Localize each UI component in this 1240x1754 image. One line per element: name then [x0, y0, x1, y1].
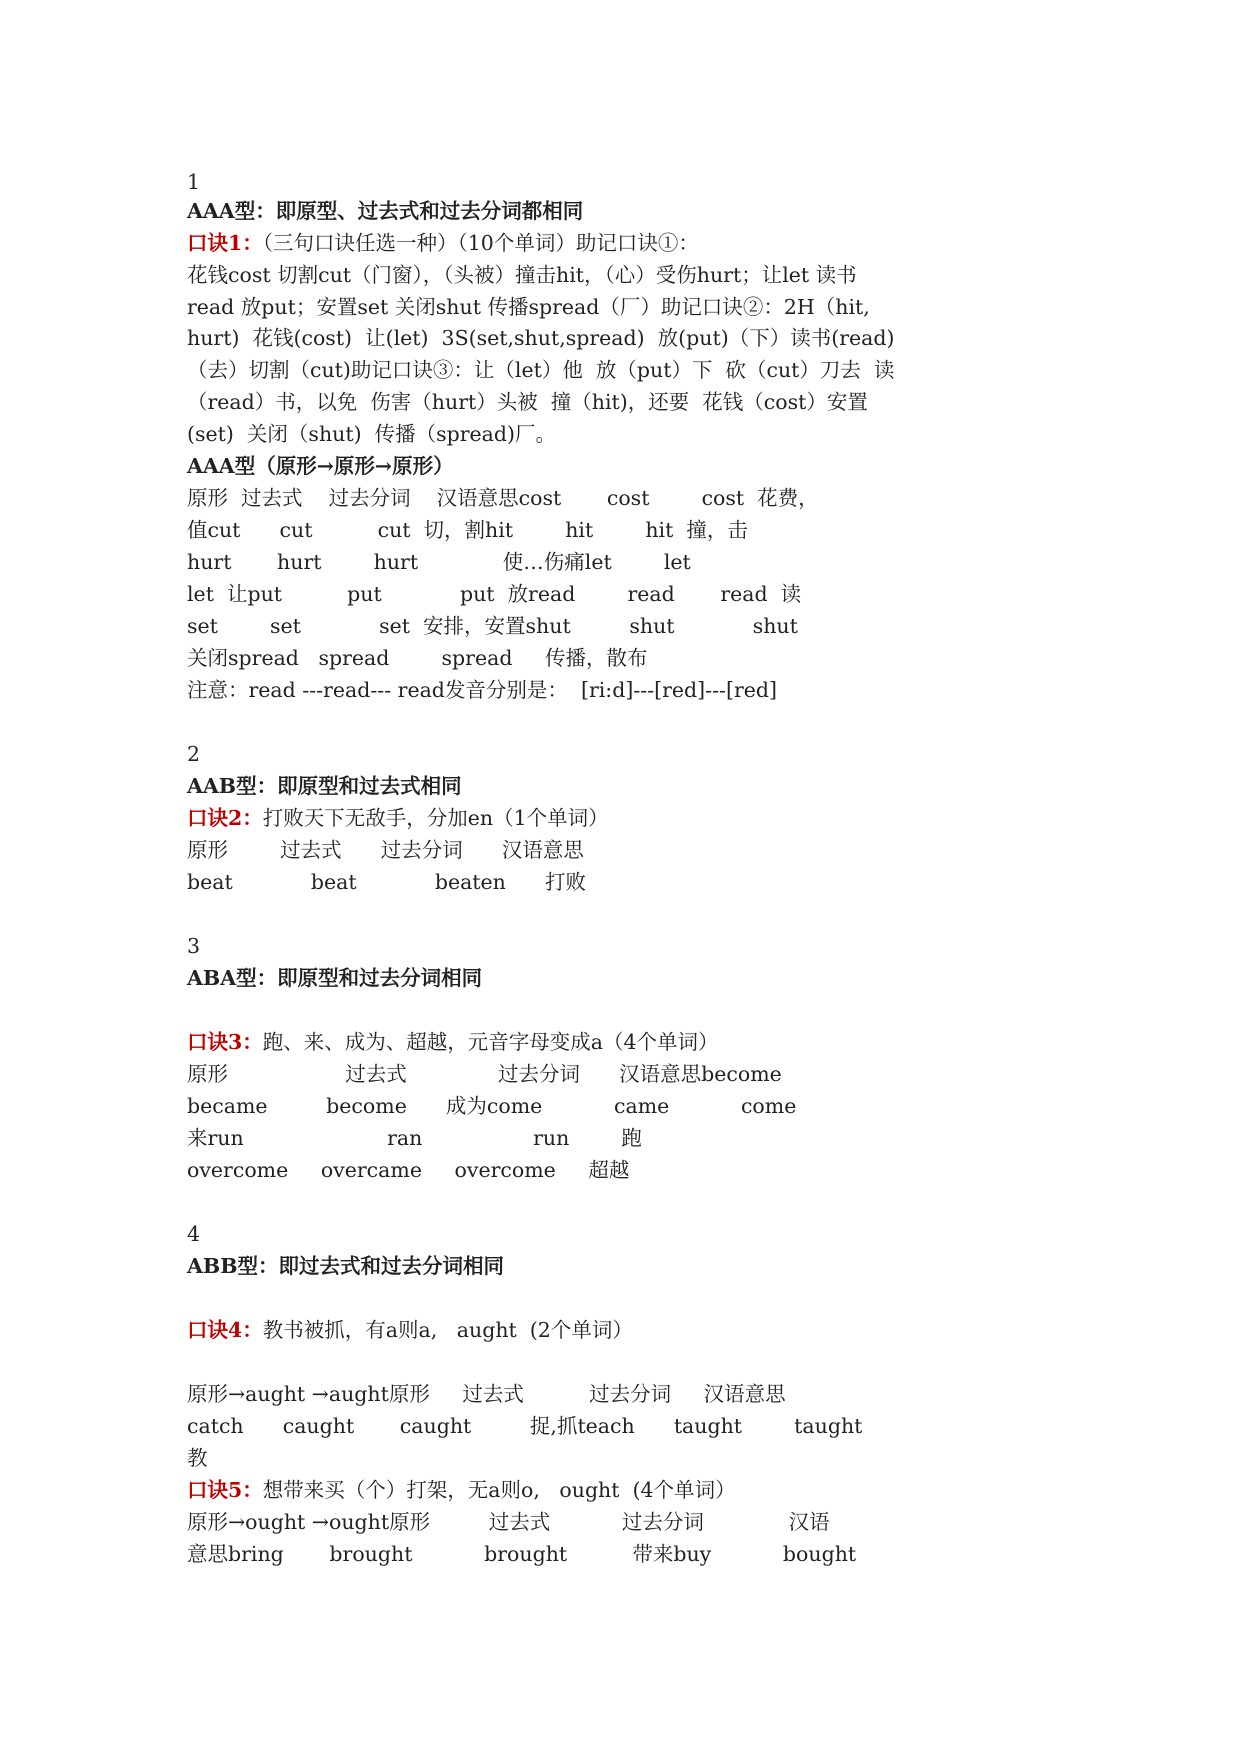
table-line: became become 成为come came come — [187, 1094, 797, 1118]
body-line: read 放put；安置set 关闭shut 传播spread（厂）助记口诀②：2H（hit, — [187, 295, 870, 319]
section-number: 1 — [187, 170, 201, 194]
table-line: let 让put put put 放read read read 读 — [187, 582, 802, 606]
mnemonic-line — [187, 229, 699, 257]
table-line: 关闭spread spread spread 传播，散布 — [187, 646, 648, 670]
mnemonic-line — [187, 1028, 719, 1056]
table-line: hurt hurt hurt 使…伤痛let let — [187, 550, 691, 574]
body-line: （read）书，以免 伤害（hurt）头被 撞（hit)，还要 花钱（cost）安置 — [187, 390, 868, 414]
section-heading: AAA型：即原型、过去式和过去分词都相同 — [187, 199, 584, 223]
table-line: 原形→aught →aught原形 过去式 过去分词 汉语意思 — [187, 1382, 786, 1406]
table-line: 意思bring brought brought 带来buy bought — [187, 1542, 857, 1566]
mnemonic-label: 口诀2： — [187, 806, 263, 830]
mnemonic-label: 口诀4： — [187, 1318, 263, 1342]
table-line: 原形 过去式 过去分词 汉语意思 — [187, 838, 584, 862]
section-number: 4 — [187, 1222, 201, 1246]
table-line: 原形 过去式 过去分词 汉语意思become — [187, 1062, 782, 1086]
table-line: 值cut cut cut 切，割hit hit hit 撞，击 — [187, 518, 748, 542]
section-heading: AAB型：即原型和过去式相同 — [187, 774, 462, 798]
section-number: 3 — [187, 934, 201, 958]
body-line: (set) 关闭（shut) 传播（spread)厂。 — [187, 422, 557, 446]
body-line: hurt) 花钱(cost) 让(let) 3S(set,shut,spread) 放(put)（下）读书(read) — [187, 326, 895, 350]
section-number: 2 — [187, 742, 201, 766]
table-line: overcome overcame overcome 超越 — [187, 1158, 630, 1182]
mnemonic-text: 跑、来、成为、超越，元音字母变成a（4个单词） — [262, 1030, 719, 1054]
mnemonic-line — [187, 804, 609, 832]
mnemonic-label: 口诀1： — [187, 231, 263, 255]
table-line: set set set 安排，安置shut shut shut — [187, 614, 798, 638]
body-line: （去）切割（cut)助记口诀③：让（let）他 放（put）下 砍（cut）刀去 读 — [187, 358, 895, 382]
note-line: 注意：read ---read--- read发音分别是： [ri:d]---[red]---[red] — [187, 678, 777, 702]
section-heading: ABA型：即原型和过去分词相同 — [187, 966, 483, 990]
body-line: 花钱cost 切割cut（门窗），（头被）撞击hit，（心）受伤hurt；让let 读书 — [187, 263, 857, 287]
table-line: beat beat beaten 打败 — [187, 870, 586, 894]
mnemonic-text: 想带来买（个）打架，无a则o, ought (4个单词） — [262, 1478, 736, 1502]
table-line: 原形 过去式 过去分词 汉语意思cost cost cost 花费， — [187, 486, 819, 510]
mnemonic-line — [187, 1316, 633, 1344]
mnemonic-text: 打败天下无敌手，分加en（1个单词） — [262, 806, 609, 830]
table-line: 来run ran run 跑 — [187, 1126, 642, 1150]
table-heading: AAA型（原形→原形→原形） — [187, 454, 454, 478]
mnemonic-text: （三句口诀任选一种）（10个单词）助记口诀①： — [262, 231, 699, 255]
section-heading: ABB型：即过去式和过去分词相同 — [187, 1254, 505, 1278]
table-line: 原形→ought →ought原形 过去式 过去分词 汉语 — [187, 1510, 830, 1534]
table-line: 教 — [187, 1446, 208, 1470]
table-line: catch caught caught 捉,抓teach taught taught — [187, 1414, 863, 1438]
mnemonic-line — [187, 1476, 736, 1504]
mnemonic-text: 教书被抓，有a则a, aught (2个单词） — [262, 1318, 633, 1342]
mnemonic-label: 口诀3： — [187, 1030, 263, 1054]
mnemonic-label: 口诀5： — [187, 1478, 263, 1502]
